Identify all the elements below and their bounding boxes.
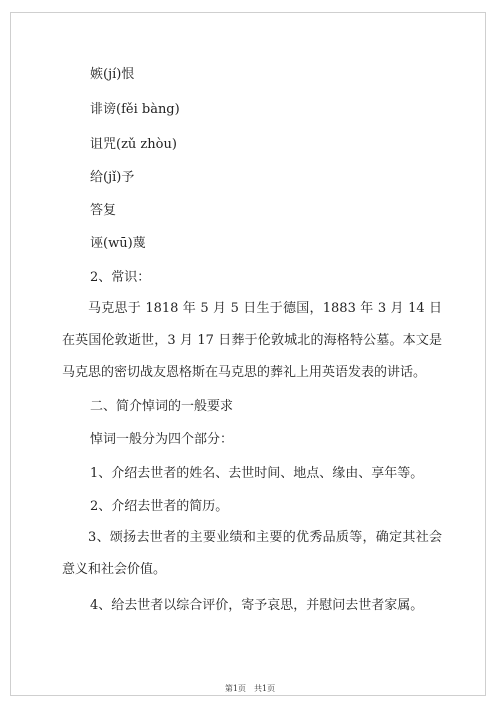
vocab-item: 给(jǐ)予 [90, 170, 135, 185]
eulogy-part: 1、介绍去世者的姓名、去世时间、地点、缘由、享年等。 [90, 466, 424, 481]
vocab-item: 嫉(jí)恨 [90, 67, 135, 82]
eulogy-part: 3、颂扬去世者的主要业绩和主要的优秀品质等，确定其社会意义和社会价值。 [62, 530, 442, 577]
vocab-item: 诽谤(fěi bàng) [90, 102, 180, 117]
vocab-item: 诅咒(zǔ zhòu) [90, 137, 177, 152]
eulogy-intro: 悼词一般分为四个部分： [90, 432, 234, 447]
section-heading-common-knowledge: 2、常识： [90, 270, 151, 285]
vocab-item: 诬(wū)蔑 [90, 236, 146, 251]
eulogy-part: 2、介绍去世者的简历。 [90, 499, 229, 514]
section-heading-eulogy: 二、简介悼词的一般要求 [90, 399, 234, 414]
common-knowledge-paragraph: 马克思于 1818 年 5 月 5 日生于德国，1883 年 3 月 14 日在英国伦敦逝世，3 月 17 日葬于伦敦城北的海格特公墓。本文是马克思的密切战友恩格斯在马克思的葬礼上用英语发表的讲话。 [62, 301, 442, 380]
vocab-item: 答复 [90, 203, 117, 218]
eulogy-part: 4、给去世者以综合评价，寄予哀思，并慰问去世者家属。 [90, 598, 424, 613]
page-footer: 第1页 共1页 [224, 684, 276, 693]
